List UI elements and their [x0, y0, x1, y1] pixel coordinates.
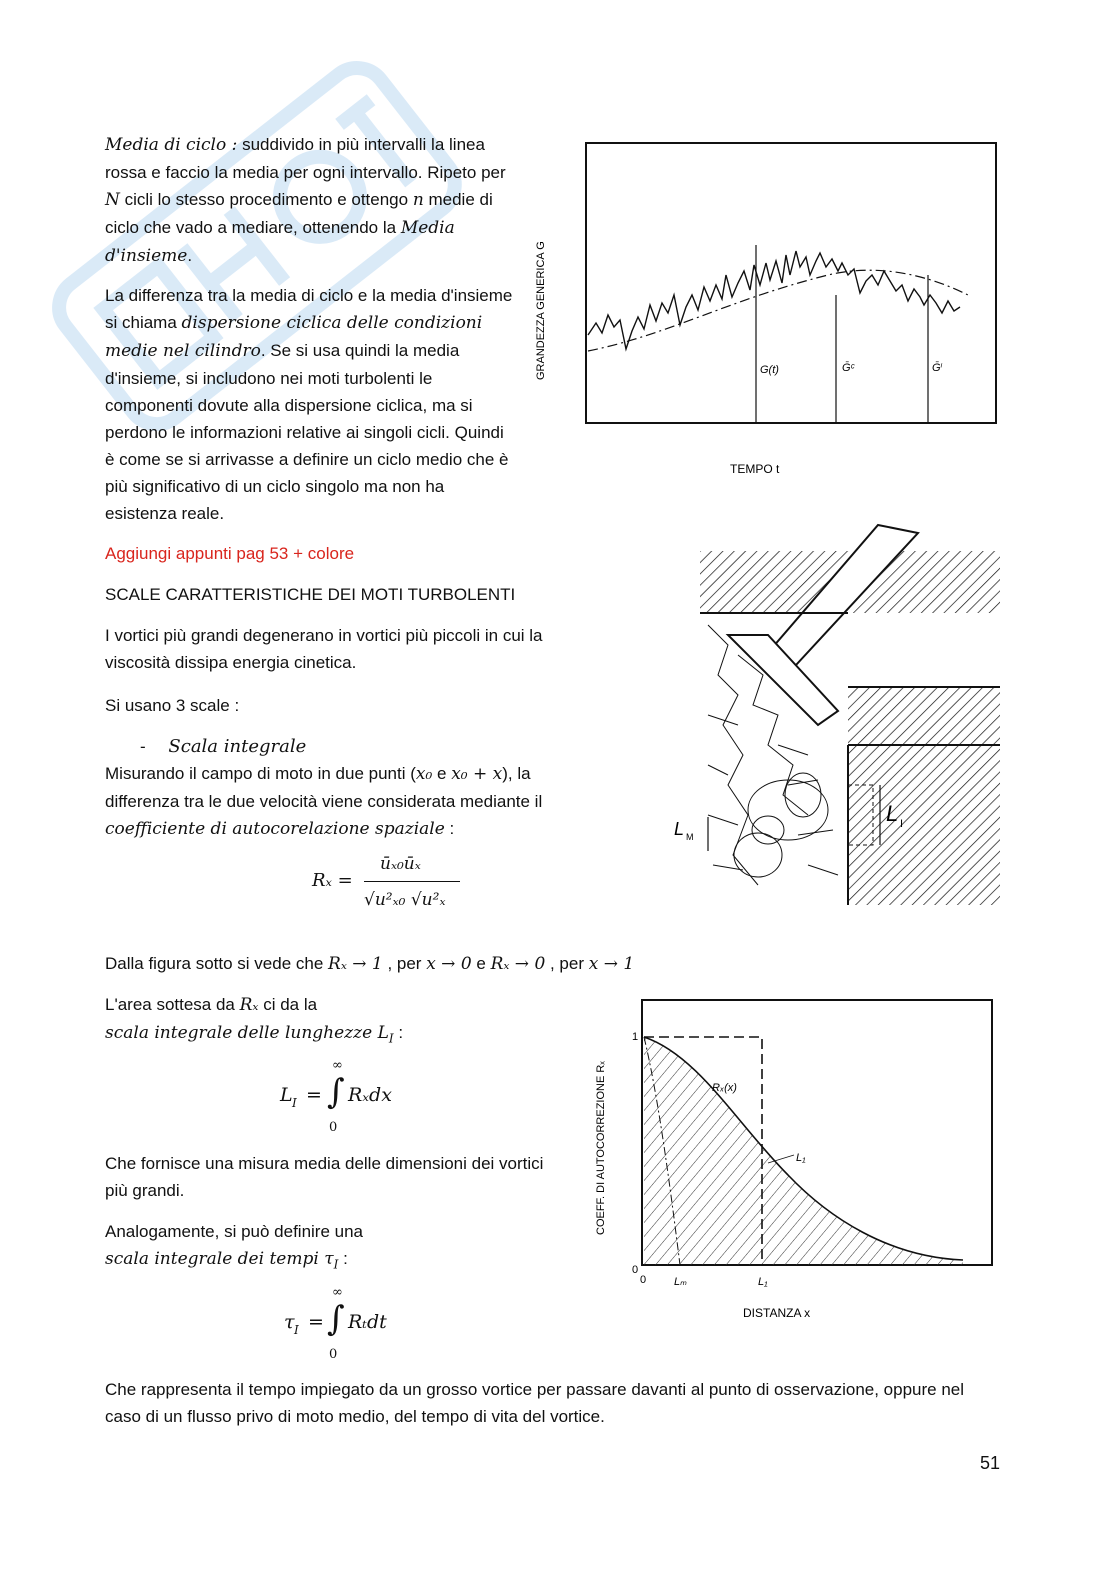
- term-media-di-ciclo: Media di ciclo :: [105, 135, 238, 155]
- figure1-ylabel: GRANDEZZA GENERICA G: [535, 241, 547, 380]
- figure3-label-li-curve: L₁: [796, 1152, 806, 1164]
- term-dispersione-ciclica: dispersione ciclica delle condizioni medie nel cilindro: [105, 313, 483, 361]
- figure2-cylinder-wall: [848, 745, 1000, 905]
- figure2-label-lm: L: [674, 819, 685, 839]
- paragraph-scala-tempi: Analogamente, si può definire una scala integrale dei tempi $\tau_I$ :: [105, 1222, 364, 1272]
- figure2-label-li: L: [886, 801, 899, 826]
- paragraph-tempo-vortice: Che rappresenta il tempo impiegato da un grosso vortice per passare davanti al punto di osservazione, oppure nel caso di un flusso privo di moto medio, del tempo di vita del vortice.: [105, 1380, 965, 1426]
- figure2-label-li-sub: I: [900, 818, 904, 830]
- note-red: Aggiungi appunti pag 53 + colore: [105, 544, 355, 563]
- figure3-ylabel: COEFF. DI AUTOCORREZIONE Rₓ: [595, 1061, 607, 1235]
- figure2-label-lm-sub: M: [686, 832, 694, 842]
- figure3-tick-0y: 0: [632, 1264, 639, 1276]
- paragraph-area-sottesa: L'area sottesa da Rₓ ci da la scala integrale delle lunghezze $L_I$ :: [105, 995, 404, 1046]
- figure3-hatched-area: [644, 1037, 963, 1265]
- page-number: 51: [980, 1453, 1001, 1473]
- figure1-xlabel: TEMPO t: [730, 462, 780, 476]
- figure3-label-curve: Rₓ(x): [712, 1082, 737, 1094]
- paragraph-tre-scale: Si usano 3 scale :: [105, 696, 240, 715]
- figure2-right-block: [848, 687, 1000, 745]
- figure3-tick-0x: 0: [640, 1274, 647, 1286]
- bullet-scala-integrale: - Scala integrale: [140, 736, 307, 757]
- figure3-tick-1: 1: [632, 1031, 639, 1043]
- figure1-label-gi: Ḡⁱ: [932, 362, 943, 374]
- figure3-xlabel: DISTANZA x: [743, 1306, 811, 1320]
- figure3-label-lm: Lₘ: [674, 1276, 687, 1288]
- paragraph-misura-media: Che fornisce una misura media delle dimensioni dei vortici più grandi.: [105, 1154, 544, 1200]
- paragraph-autocorrelazione: Misurando il campo di moto in due punti (x₀ e x₀ + x), la differenza tra le due velocità viene considerata mediante il coefficiente di autocorelazione spaziale :: [105, 764, 543, 839]
- section-title: SCALE CARATTERISTICHE DEI MOTI TURBOLENTI: [105, 585, 516, 604]
- term-coefficiente: coefficiente di autocorelazione spaziale: [105, 819, 445, 839]
- figure-valvola-vortici: [668, 515, 1003, 907]
- figure1-label-gt: G(t): [760, 364, 779, 376]
- term-scala-lunghezze: scala integrale delle lunghezze L: [105, 1023, 389, 1043]
- equation-rx: Rₓ = ūₓ₀ūₓ √u²ₓ₀ √u²ₓ: [312, 852, 472, 932]
- figure1-frame: [586, 143, 996, 423]
- figure-autocorrelazione: [588, 995, 998, 1325]
- figure1-mean-curve: [588, 270, 968, 351]
- term-media-insieme: Media d'insieme: [105, 218, 455, 266]
- figure1-signal-curve: [588, 251, 960, 349]
- equation-li: L I = ∞ ∫ 0 Rₓdx: [280, 1058, 392, 1135]
- figure3-label-li: L₁: [758, 1276, 768, 1288]
- paragraph-dispersione-ciclica: La differenza tra la media di ciclo e la media d'insieme si chiama dispersione ciclica delle condizioni medie nel cilindro. Se si usa quindi la media d'insieme, si includono nei moti turbolenti le componenti dovute alla dispersione ciclica, ma si perdono le informazioni relative ai singoli cicli. Quindi è come se si arrivasse a definire un ciclo medio che è più significativo di un ciclo singolo ma non ha esistenza reale.: [105, 286, 513, 523]
- term-scala-tempi: scala integrale dei tempi τ: [105, 1249, 334, 1269]
- paragraph-media-di-ciclo: Media di ciclo : suddivido in più intervalli la linea rossa e faccio la media per ogni intervallo. Ripeto per N cicli lo stesso procedimento e ottengo n medie di ciclo che vado a mediare, ottenendo la Media d'insieme.: [105, 135, 506, 266]
- figure-grandezza-tempo: [528, 135, 1008, 485]
- paragraph-vortici: I vortici più grandi degenerano in vortici più piccoli in cui la viscosità dissipa energia cinetica.: [105, 626, 543, 672]
- equation-tau-i: τ I = ∞ ∫ 0 Rₜdt: [284, 1285, 387, 1362]
- paragraph-limiti: Dalla figura sotto si vede che Rₓ → 1 , per x → 0 e Rₓ → 0 , per x → 1: [105, 954, 635, 974]
- figure1-label-gc: Ḡᶜ: [842, 362, 855, 374]
